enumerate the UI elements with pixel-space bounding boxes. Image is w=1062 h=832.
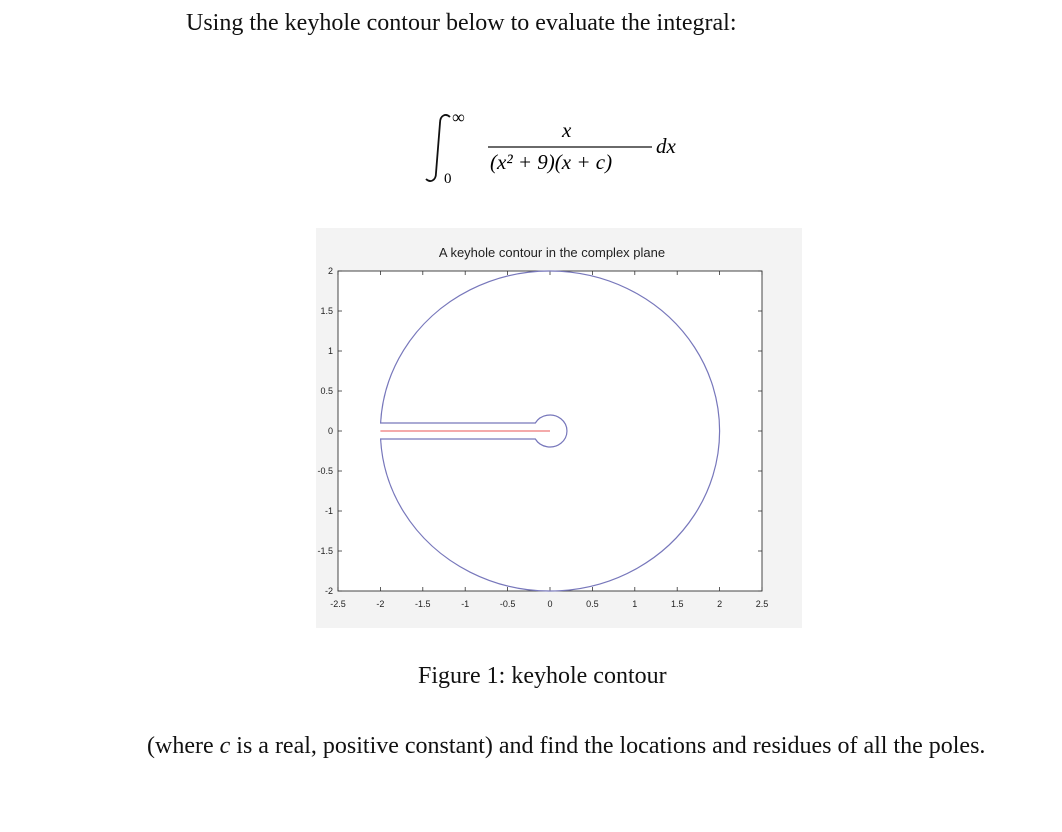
x-tick-label: 2 (717, 599, 723, 609)
x-tick-label: 0 (547, 599, 553, 609)
integral-differential: dx (656, 134, 676, 158)
y-tick-label: -0.5 (317, 466, 333, 476)
closing-part2: is a real, positive constant) and find the locations and residues of all the poles. (230, 733, 986, 759)
y-tick-label: 1.5 (320, 306, 333, 316)
x-tick-label: -2.5 (330, 599, 346, 609)
closing-paragraph (147, 730, 1007, 762)
keyhole-contour-plot (316, 228, 802, 628)
integral-denominator: (x² + 9)(x + c) (490, 150, 613, 174)
y-tick-label: 1 (327, 346, 333, 356)
closing-variable: c (219, 733, 231, 759)
figure-caption: Figure 1: keyhole contour (418, 663, 667, 689)
closing-part1: (where (147, 733, 220, 759)
y-tick-label: 0 (327, 426, 333, 436)
keyhole-figure (316, 228, 802, 628)
integral-upper-limit: ∞ (452, 107, 465, 127)
x-tick-label: 1.5 (670, 599, 684, 609)
intro-text: Using the keyhole contour below to evaluate the integral: (186, 10, 737, 36)
x-tick-label: -1.5 (415, 599, 431, 609)
integral-numerator: x (562, 118, 572, 142)
integral-lower-limit: 0 (444, 171, 452, 187)
x-tick-label: -0.5 (499, 599, 516, 609)
x-tick-label: -2 (376, 599, 385, 609)
y-tick-label: -2 (324, 586, 333, 596)
x-tick-label: 2.5 (755, 599, 769, 609)
x-tick-label: 0.5 (586, 599, 599, 609)
x-tick-label: -1 (461, 599, 470, 609)
y-tick-label: -1.5 (317, 546, 333, 556)
integral-expression (420, 105, 720, 195)
chart-title: A keyhole contour in the complex plane (438, 245, 666, 260)
y-tick-label: 2 (327, 266, 333, 276)
y-tick-label: 0.5 (320, 386, 333, 396)
y-tick-label: -1 (324, 506, 333, 516)
x-tick-label: 1 (632, 599, 638, 609)
